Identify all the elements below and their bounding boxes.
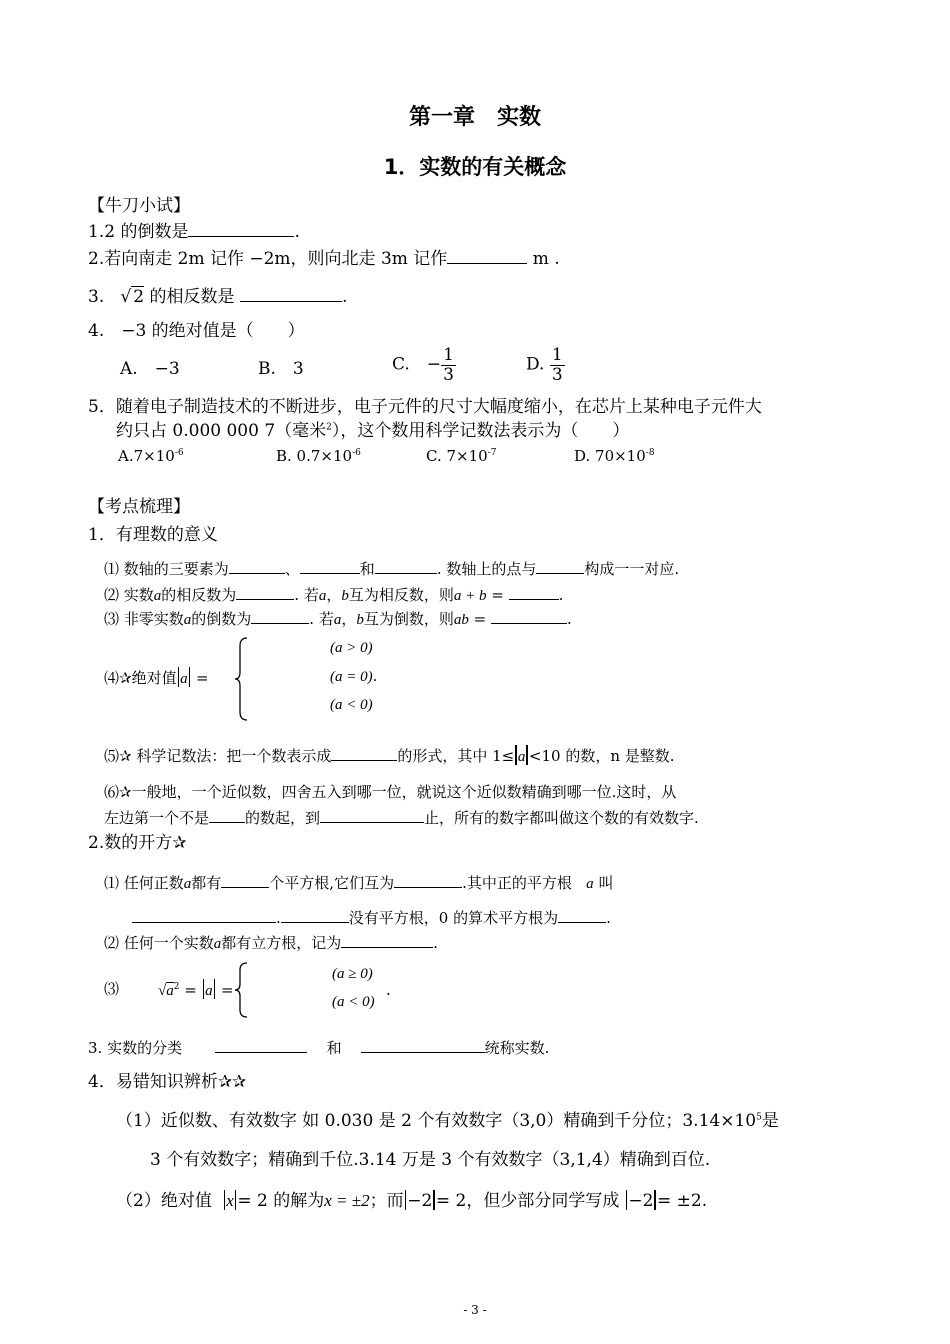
question-4: 4. −3 的绝对值是（ ） xyxy=(88,321,305,341)
item-2-1: ⑴ 任何正数a都有 个平方根,它们互为 .其中正的平方根 a 叫 xyxy=(104,871,613,894)
question-5-line-2: 约只占 0.000 000 7（毫米$^2$），这个数用科学记数法表示为（ ） xyxy=(116,421,630,441)
item-2-3-label: ⑶ xyxy=(104,980,120,998)
answer-blank[interactable] xyxy=(221,871,269,888)
sqrt-symbol: √ 2 xyxy=(120,287,145,307)
item-4-1-line-2: 3 个有效数字；精确到千位.3.14 万是 3 个有效数字（3,1,4）精确到百位. xyxy=(150,1150,711,1170)
answer-blank[interactable] xyxy=(236,583,294,600)
item-1-2: ⑵ 实数a的相反数为 . 若a，b互为相反数，则a + b = . xyxy=(104,583,563,606)
answer-blank[interactable] xyxy=(240,285,342,302)
item-1-3: ⑶ 非零实数a的倒数为 . 若a，b互为倒数，则ab = . xyxy=(104,607,572,630)
case-1: (a > 0) xyxy=(330,640,373,656)
answer-blank[interactable] xyxy=(536,557,584,574)
answer-blank[interactable] xyxy=(320,806,424,823)
case-3: (a < 0) xyxy=(330,697,373,713)
question-5-line-1: 5．随着电子制造技术的不断进步，电子元件的尺寸大幅度缩小，在芯片上某种电子元件大 xyxy=(88,397,762,417)
question-1: 1.2 的倒数是 . xyxy=(88,222,300,242)
item-2-2: ⑵ 任何一个实数a都有立方根，记为 . xyxy=(104,931,438,954)
answer-blank[interactable] xyxy=(361,1036,485,1053)
q5-option-b[interactable]: B. $0.7\times 10^{-6}$ xyxy=(276,447,361,465)
case-2: (a < 0) xyxy=(332,994,375,1010)
page-number: - 3 - xyxy=(463,1303,487,1317)
answer-blank[interactable] xyxy=(341,931,433,948)
q5-option-c[interactable]: C. $7\times 10^{-7}$ xyxy=(426,447,497,465)
answer-blank[interactable] xyxy=(394,871,462,888)
item-2-3-formula: $√a^2 = a$ = xyxy=(158,981,234,999)
q5-option-d[interactable]: D. $70\times 10^{-8}$ xyxy=(574,447,655,465)
answer-blank[interactable] xyxy=(251,607,309,624)
question-2: 2.若向南走 2m 记作 −2m，则向北走 3m 记作 m . xyxy=(88,249,560,269)
period: . xyxy=(386,981,391,999)
case-2: (a = 0). xyxy=(330,667,378,685)
q4-option-a[interactable]: A. −3 xyxy=(120,359,180,379)
section-1-title: 1．有理数的意义 xyxy=(88,525,218,545)
item-1-4: ⑷✰绝对值 a = xyxy=(104,669,209,687)
left-brace-icon xyxy=(234,636,250,722)
answer-blank[interactable] xyxy=(491,607,567,624)
case-1: (a ≥ 0) xyxy=(332,966,373,982)
q5-option-a[interactable]: $A.7\times 10^{-6}$ xyxy=(118,447,184,465)
item-1-6-line-1: ⑹✰一般地，一个近似数，四舍五入到哪一位，就说这个近似数精确到哪一位.这时，从 xyxy=(104,783,677,801)
answer-blank[interactable] xyxy=(209,806,245,823)
answer-blank[interactable] xyxy=(188,220,294,237)
answer-blank[interactable] xyxy=(331,744,397,761)
answer-blank[interactable] xyxy=(447,247,527,264)
item-1-5: ⑸✰ 科学记数法：把一个数表示成 的形式，其中 1≤ a <10 的数，n 是整数. xyxy=(104,744,675,767)
question-3: 3. √ 2 的相反数是 . xyxy=(88,287,348,307)
left-brace-icon xyxy=(234,961,250,1019)
chapter-title: 第一章 实数 xyxy=(408,105,541,130)
item-1-6-line-2: 左边第一个不是 的数起，到 止，所有的数字都叫做这个数的有效数字. xyxy=(104,806,699,828)
section-title: 1．实数的有关概念 xyxy=(383,155,567,179)
item-4-2: （2）绝对值 x = 2 的解为x = ±2；而 −2 = 2，但少部分同学写成 −2 = ±2. xyxy=(116,1191,708,1211)
answer-blank[interactable] xyxy=(132,906,276,923)
section-3: 3. 实数的分类 和 统称实数. xyxy=(88,1036,549,1058)
item-4-1-line-1: （1）近似数、有效数字 如 0.030 是 2 个有效数字（3,0）精确到千分位；$3.14\times 10^5$是 xyxy=(116,1111,779,1131)
answer-blank[interactable] xyxy=(281,906,349,923)
warmup-header: 【牛刀小试】 xyxy=(88,196,190,216)
answer-blank[interactable] xyxy=(215,1036,307,1053)
item-1-1: ⑴ 数轴的三要素为 、 和 . 数轴上的点与 构成一一对应. xyxy=(104,557,679,579)
section-4-title: 4．易错知识辨析✰✰ xyxy=(88,1072,247,1092)
answer-blank[interactable] xyxy=(375,557,437,574)
review-header: 【考点梳理】 xyxy=(88,497,190,517)
answer-blank[interactable] xyxy=(558,906,606,923)
q4-option-d[interactable]: D. $\frac{1}{3}$ xyxy=(526,345,563,385)
q4-option-c[interactable]: C. − $\frac{1}{3}$ xyxy=(392,345,454,385)
q4-option-b[interactable]: B. 3 xyxy=(258,359,304,379)
item-2-1-line-2: . 没有平方根，0 的算术平方根为 . xyxy=(132,906,611,928)
section-2-title: 2.数的开方✰ xyxy=(88,833,187,853)
answer-blank[interactable] xyxy=(229,557,285,574)
answer-blank[interactable] xyxy=(509,583,559,600)
answer-blank[interactable] xyxy=(300,557,360,574)
